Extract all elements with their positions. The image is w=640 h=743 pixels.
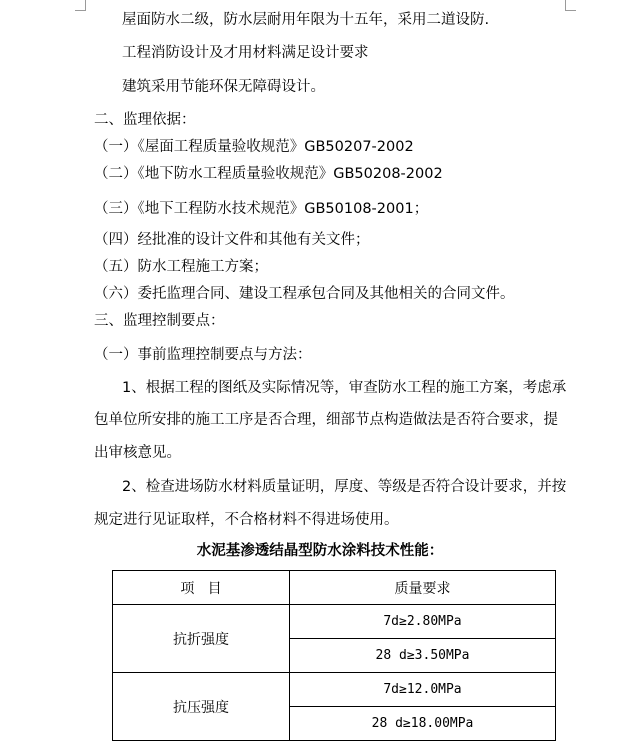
basis-item-6: （六）委托监理合同、建设工程承包合同及其他相关的合同文件。 [94,286,515,302]
item-2-line-1: 2、检查进场防水材料质量证明，厚度、等级是否符合设计要求，并按 [122,479,567,495]
compressive-7d-value: 7d≥12.0MPa [290,673,556,707]
item-2-line-2: 规定进行见证取样，不合格材料不得进场使用。 [94,512,399,528]
paragraph-energy-saving: 建筑采用节能环保无障碍设计。 [122,79,325,95]
item-1-line-3: 出审核意见。 [94,445,181,461]
paragraph-fire-design: 工程消防设计及才用材料满足设计要求 [122,45,369,61]
basis-item-5: （五）防水工程施工方案； [94,259,268,275]
item-1-line-1: 1、根据工程的图纸及实际情况等，审查防水工程的施工方案，考虑承 [122,380,567,396]
table-row [113,673,556,707]
compressive-28d-value: 28 d≥18.00MPa [290,707,556,741]
row-item-flexural: 抗折强度 [113,605,290,673]
item-1-line-2: 包单位所安排的施工工序是否合理，细部节点构造做法是否符合要求，提 [94,412,558,428]
basis-item-4: （四）经批准的设计文件和其他有关文件； [94,232,370,248]
basis-item-1: （一）《屋面工程质量验收规范》GB50207-2002 [94,139,414,155]
table-row [113,605,556,639]
header-item: 项 目 [113,571,290,605]
header-requirement: 质量要求 [290,571,556,605]
basis-item-3: （三）《地下工程防水技术规范》GB50108-2001； [94,201,429,217]
page-corner-mark-left [75,0,86,11]
technical-performance-table [112,570,556,741]
section-heading-control: 三、监理控制要点： [94,313,225,329]
section-heading-basis: 二、监理依据： [94,112,196,128]
paragraph-roof-waterproofing: 屋面防水二级，防水层耐用年限为十五年，采用二道设防. [122,12,490,28]
table-caption: 水泥基渗透结晶型防水涂料技术性能： [196,543,444,559]
row-item-compressive: 抗压强度 [113,673,290,741]
subsection-pre-control: （一）事前监理控制要点与方法： [94,347,312,363]
flexural-28d-value: 28 d≥3.50MPa [290,639,556,673]
flexural-7d-value: 7d≥2.80MPa [290,605,556,639]
table-header-row [113,571,556,605]
page-corner-mark-right [565,0,576,11]
basis-item-2: （二）《地下防水工程质量验收规范》GB50208-2002 [94,166,443,182]
